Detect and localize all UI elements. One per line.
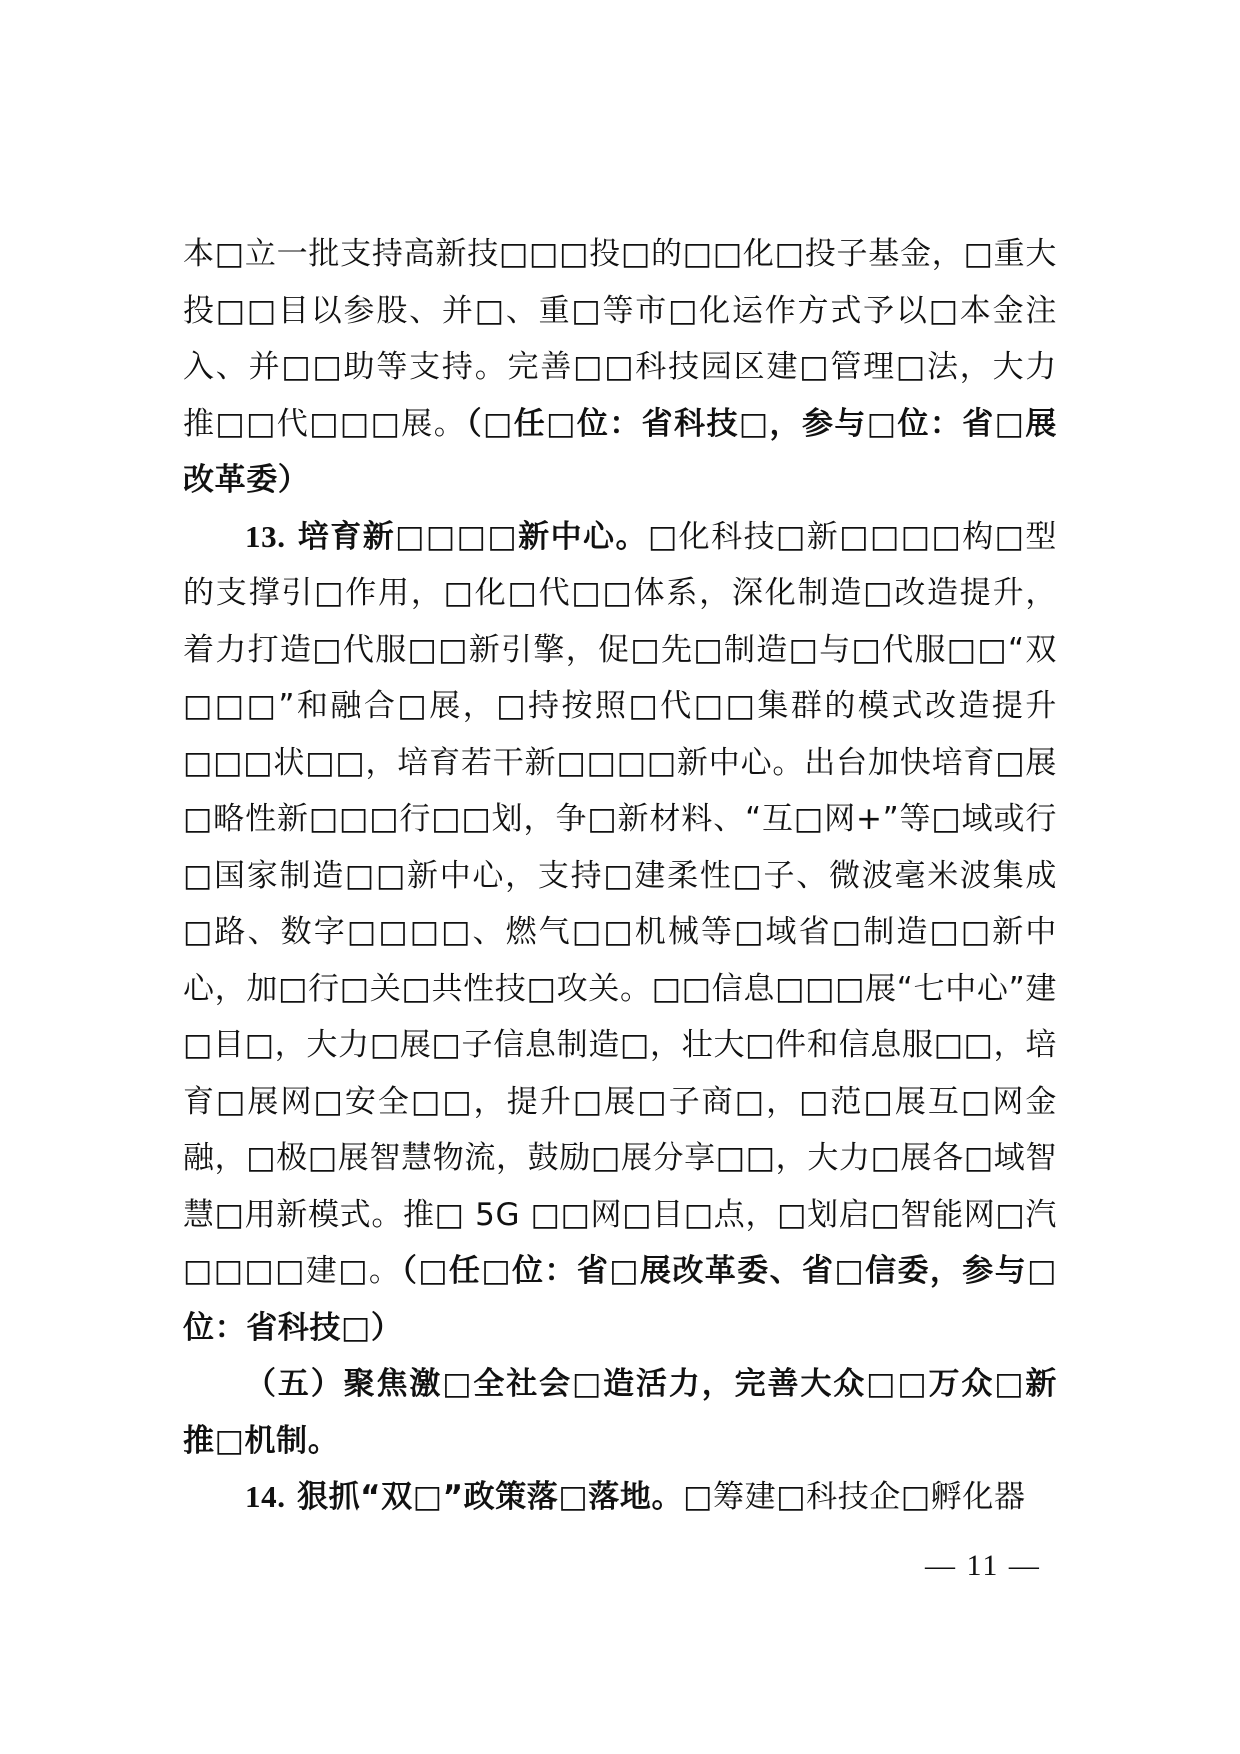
paragraph-2 bbox=[183, 509, 1057, 1357]
paragraph-2-number: 13. bbox=[245, 518, 286, 554]
section-heading-5: （五）聚焦激□全社会□造活力，完善大众□□万众□新推□机制。 bbox=[183, 1366, 1057, 1459]
paragraph-1-text: 本□立一批支持高新技□□□投□的□□化□投子基金，□重大投□□目以参股、并□、重□等市□化运作方式予以□本金注入、并□□助等支持。完善□□科技园区建□管理□法，大力推□□代□□□展。 bbox=[183, 236, 1057, 442]
paragraph-2-responsibility: （□任□位：省□展改革委、省□信委，参与□位：省科技□） bbox=[183, 1253, 1058, 1346]
paragraph-1-responsibility: （□任□位：省科技□，参与□位：省□展改革委） bbox=[183, 405, 1057, 498]
paragraph-4-heading bbox=[286, 1479, 684, 1515]
page-number: — 11 — bbox=[925, 1549, 1041, 1582]
paragraph-2-heading bbox=[286, 519, 648, 555]
document-body bbox=[183, 226, 1057, 1526]
paragraph-2-text: □化科技□新□□□□构□型的支撑引□作用，□化□代□□体系，深化制造□改造提升，着力打造□代服□□新引擎，促□先□制造□与□代服□□“双□□□”和融合□展，□持按照□代□□集群的模式改造提升□□□状□□，培育若干新□□□□新中心。出台加快培育□展□略性新□□□行□□划，争□新材料、“互□网+”等□域或行□国家制造□□新中心，支持□建柔性□子、微波毫米波集成□路、数字□□□□、燃气□□机械等□域省□制造□□新中心，加□行□关□共性技□攻关。□□信息□□□展“七中心”建□目□，大力□展□子信息制造□，壮大□件和信息服□□，培育□展网□安全□□，提升□展□子商□，□范□展互□网金融，□极□展智慧物流，鼓励□展分享□□，大力□展各□域智慧□用新模式。推□ 5G □□网□目□点，□划启□智能网□汽□□□□建□。 bbox=[183, 518, 1057, 1289]
paragraph-4 bbox=[183, 1469, 1057, 1526]
paragraph-4-heading-text: 狠抓“双□”政策落□落地。 bbox=[296, 1479, 684, 1515]
paragraph-1 bbox=[183, 226, 1057, 509]
paragraph-4-number: 14. bbox=[245, 1479, 286, 1514]
paragraph-2-heading-text: 培育新□□□□新中心。 bbox=[297, 518, 648, 555]
paragraph-4-text: □筹建□科技企□孵化器 bbox=[683, 1479, 1026, 1515]
